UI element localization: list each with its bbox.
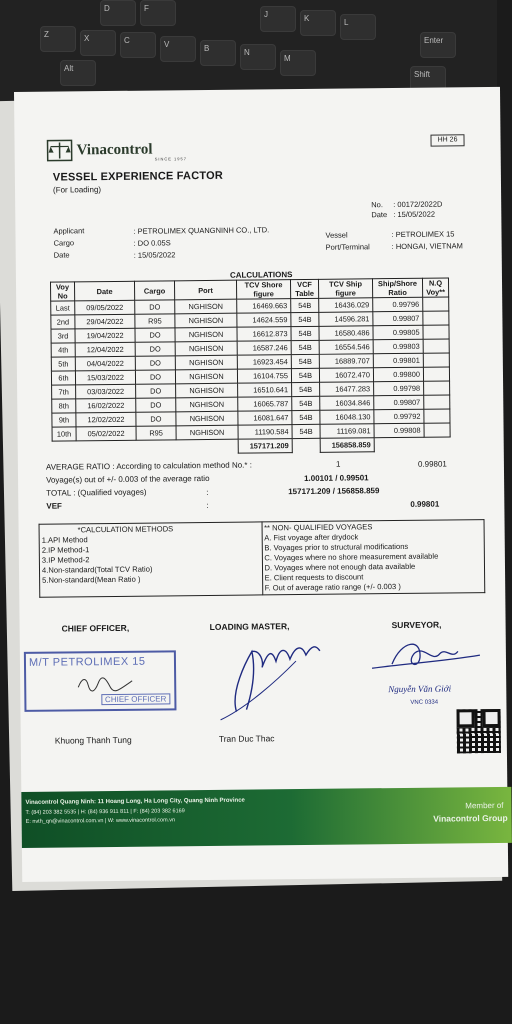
cargo-cell: DO [135,370,175,384]
scale-icon [47,139,73,161]
date-cell: 19/04/2022 [75,328,135,343]
voy-cell: Last [51,301,75,315]
nq-cell [424,423,450,437]
keyboard-key: K [300,10,336,36]
non-qualified-header: ** NON- QUALIFIED VOYAGES [264,522,373,533]
ratio-cell: 0.99800 [373,367,423,382]
tcv-shore-cell: 11190.584 [238,425,292,440]
method-2: 2.IP Method-1 [41,545,90,555]
port-cell: NGHISON [176,425,238,440]
no-value: : 00172/2022D [393,199,443,210]
out-voyage-text: Voyage(s) out of +/- 0.003 of the average ratio [46,473,210,485]
port-cell: NGHISON [175,341,237,356]
vcf-cell: 54B [291,326,319,340]
vessel-value: : PETROLIMEX 15 [391,229,455,240]
document-title: VESSEL EXPERIENCE FACTOR [52,169,224,184]
keyboard-key: Shift [410,66,446,92]
col-voy: Voy No [50,282,74,301]
tcv-shore-cell: 16612.873 [237,327,291,342]
tcv-ship-cell: 16436.029 [319,298,373,313]
date-cell: 04/04/2022 [75,356,135,371]
cargo-cell: R95 [136,426,176,440]
vcf-cell: 54B [292,424,320,438]
tcv-ship-cell: 16034.846 [320,396,374,411]
voy-cell: 9th [52,413,76,427]
col-port: Port [174,280,236,300]
keyboard-key: V [160,36,196,62]
surveyor-signature [362,633,482,674]
nq-d: D. Voyages where not enough data available [264,561,416,573]
date-top-label: Date [371,210,388,220]
vcf-cell: 54B [291,354,319,368]
vcf-cell: 54B [292,396,320,410]
tcv-ship-cell: 16477.283 [320,382,374,397]
total-shore: 157171.209 [238,439,292,454]
vcf-cell: 54B [291,312,319,326]
tcv-shore-cell: 16081.647 [238,411,292,426]
surveyor-code: VNC 0334 [410,699,439,706]
cargo-cell: DO [135,328,175,342]
voy-cell: 8th [52,399,76,413]
cargo-cell: DO [135,342,175,356]
vcf-cell: 54B [291,368,319,382]
vef-label: VEF [46,501,62,511]
out-voyage-value: 1.00101 / 0.99501 [304,473,369,483]
footer-group: Vinacontrol Group [433,812,508,824]
tcv-shore-cell: 16065.787 [238,397,292,412]
keyboard-key: M [280,50,316,76]
calculations-table [50,277,451,455]
date-top-value: : 15/05/2022 [393,209,436,220]
tcv-ship-cell: 16580.486 [319,326,373,341]
date-cell: 16/02/2022 [76,398,136,413]
nq-e: E. Client requests to discount [264,572,364,583]
tcv-ship-cell: 14596.281 [319,312,373,327]
date-cell: 15/03/2022 [75,370,135,385]
nq-cell [424,409,450,423]
tcv-ship-cell: 16889.707 [319,354,373,369]
port-cell: NGHISON [175,355,237,370]
tcv-ship-cell: 16048.130 [320,410,374,425]
voy-cell: 2nd [51,315,75,329]
cargo-label: Cargo [53,238,75,248]
port-cell: NGHISON [175,327,237,342]
tcv-ship-cell: 11169.081 [320,424,374,439]
chief-officer-name: Khuong Thanh Tung [54,734,132,746]
document-paper [14,87,508,882]
keyboard-key: B [200,40,236,66]
chief-signature [76,673,136,696]
logo-since: SINCE 1957 [154,156,187,162]
voy-cell: 4th [51,343,75,357]
ratio-cell: 0.99798 [374,381,424,396]
col-cargo: Cargo [134,281,174,300]
nq-f: F. Out of average ratio range (+/- 0.003 ) [264,581,401,593]
logo-text: Vinacontrol [76,141,153,158]
calculation-methods-header: *CALCULATION METHODS [77,524,174,535]
tcv-shore-cell: 16510.641 [238,383,292,398]
vcf-cell: 54B [292,382,320,396]
date-cell: 09/05/2022 [75,300,135,315]
surveyor-handwritten-name: Nguyễn Văn Giới [388,683,452,695]
ratio-cell: 0.99796 [373,297,423,312]
keyboard-key: Alt [60,60,96,86]
method-1: 1.API Method [41,535,88,545]
ratio-cell: 0.99807 [373,311,423,326]
no-label: No. [371,200,383,210]
cargo-value: : DO 0.05S [133,238,171,248]
col-vcf: VCF Table [290,279,318,298]
tcv-shore-cell: 14624.559 [237,313,291,328]
nq-cell [423,367,449,381]
calculation-methods-cell [39,522,262,597]
tcv-shore-cell: 16587.246 [237,341,291,356]
keyboard-key: C [120,32,156,58]
ratio-cell: 0.99808 [374,423,424,438]
keyboard-key: F [140,0,176,26]
nq-cell [423,339,449,353]
port-value: : HONGAI, VIETNAM [391,241,463,252]
nq-b: B. Voyages prior to structural modifications [264,541,409,553]
voy-cell: 5th [51,357,75,371]
cargo-cell: DO [136,398,176,412]
cargo-cell: DO [135,356,175,370]
footer-phones: T: (84) 203 382 5535 | H: (84) 936 911 811 | F: (84) 203 382 6169 [25,808,185,816]
voy-cell: 3rd [51,329,75,343]
col-date: Date [74,281,134,301]
methods-table [39,519,486,598]
date-value: : 15/05/2022 [133,250,176,260]
port-cell: NGHISON [175,369,237,384]
date-label: Date [53,250,70,260]
keyboard-key: L [340,14,376,40]
port-cell: NGHISON [176,397,238,412]
method-5: 5.Non-standard(Mean Ratio ) [42,574,141,585]
keyboard-key: J [260,6,296,32]
surveyor-title: SURVEYOR, [391,619,442,631]
footer-member-of: Member of [465,800,504,811]
cargo-cell: R95 [135,314,175,328]
nq-c: C. Voyages where no shore measurement available [264,551,439,563]
vcf-cell: 54B [291,298,319,312]
date-cell: 12/02/2022 [76,412,136,427]
nq-cell [423,353,449,367]
vef-value: 0.99801 [410,499,440,509]
col-tcv-shore: TCV Shore figure [236,280,290,300]
ratio-cell: 0.99792 [374,409,424,424]
cargo-cell: DO [135,300,175,314]
date-cell: 05/02/2022 [76,426,136,441]
keyboard-key: X [80,30,116,56]
ratio-cell: 0.99807 [374,395,424,410]
tcv-ship-cell: 16072.470 [319,368,373,383]
footer-address: Vinacontrol Quang Ninh: 11 Hoang Long, Ha Long City, Quang Ninh Province [25,797,245,806]
cargo-cell: DO [136,384,176,398]
ratio-cell: 0.99805 [373,325,423,340]
average-method-no: 1 [335,459,341,469]
chief-officer-title: CHIEF OFFICER, [61,622,130,634]
nq-cell [424,395,450,409]
voy-cell: 7th [52,385,76,399]
keyboard-key: N [240,44,276,70]
total-ship: 156858.859 [320,438,374,453]
footer-contacts: E: nvth_qn@vinacontrol.com.vn | W: www.vinacontrol.com.vn [25,817,176,825]
vinacontrol-logo [47,139,153,162]
applicant-value: : PETROLIMEX QUANGNINH CO., LTD. [133,225,270,236]
vef-colon: : [206,500,209,511]
total-colon: : [206,487,209,498]
ship-stamp [24,650,177,712]
total-value: 157171.209 / 156858.859 [288,486,380,497]
nq-a: A. Fist voyage after drydock [264,532,359,543]
voy-cell: 10th [52,427,76,441]
applicant-label: Applicant [53,226,85,236]
port-cell: NGHISON [176,383,238,398]
nq-cell [424,381,450,395]
date-cell: 12/04/2022 [75,342,135,357]
loading-master-name: Tran Duc Thac [218,733,275,744]
stamp-subtitle: CHIEF OFFICER [101,693,170,705]
form-code: HH 26 [430,134,464,146]
keyboard-key: Z [40,26,76,52]
keyboard-key: Enter [420,32,456,58]
vcf-cell: 54B [291,340,319,354]
document-subtitle: (For Loading) [52,185,102,195]
average-ratio-text: AVERAGE RATIO : According to calculation method No.* : [45,460,252,472]
keyboard-key: D [100,0,136,26]
nq-cell [423,311,449,325]
port-cell: NGHISON [175,313,237,328]
ratio-cell: 0.99801 [373,353,423,368]
port-cell: NGHISON [176,411,238,426]
method-3: 3.IP Method-2 [41,555,90,565]
calculations-heading: CALCULATIONS [229,270,293,280]
tcv-shore-cell: 16923.454 [237,355,291,370]
vcf-cell: 54B [292,410,320,424]
tcv-shore-cell: 16469.663 [237,299,291,314]
col-tcv-ship: TCV Ship figure [318,279,372,299]
tcv-shore-cell: 16104.755 [237,369,291,384]
loading-master-title: LOADING MASTER, [209,621,290,632]
col-nq: N.Q Voy** [422,278,448,297]
total-text: TOTAL : (Qualified voyages) [46,487,147,498]
vessel-label: Vessel [325,230,348,240]
average-ratio-value: 0.99801 [417,459,447,469]
date-cell: 29/04/2022 [75,314,135,329]
totals-row [52,437,450,455]
footer-banner [21,787,512,848]
nq-cell [423,297,449,311]
loading-master-signature [216,631,327,722]
nq-cell [423,325,449,339]
non-qualified-cell [262,520,485,595]
col-ratio: Ship/Shore Ratio [372,278,422,298]
cargo-cell: DO [136,412,176,426]
tcv-ship-cell: 16554.546 [319,340,373,355]
port-cell: NGHISON [175,299,237,314]
qr-code-icon [456,709,500,753]
voy-cell: 6th [51,371,75,385]
port-label: Port/Terminal [325,242,370,252]
ratio-cell: 0.99803 [373,339,423,354]
stamp-title: M/T PETROLIMEX 15 [28,655,146,669]
method-4: 4.Non-standard(Total TCV Ratio) [41,564,153,575]
date-cell: 03/03/2022 [76,384,136,399]
